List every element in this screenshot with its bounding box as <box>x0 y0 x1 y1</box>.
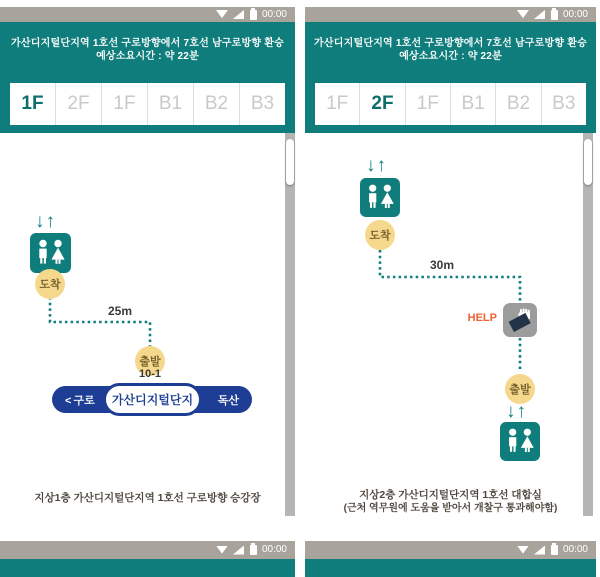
cellular-signal-icon <box>233 546 244 555</box>
scrollbar-thumb[interactable] <box>584 139 592 185</box>
scrollbar-track[interactable] <box>285 133 295 516</box>
battery-icon <box>250 545 257 555</box>
elevator-icon <box>500 422 540 461</box>
wifi-icon <box>216 10 228 19</box>
floor-tab-2f[interactable]: 2F <box>56 83 102 125</box>
next-screenshot-header-strip <box>0 559 295 577</box>
cellular-signal-icon <box>534 10 545 19</box>
next-screenshot-header-strip <box>305 559 596 577</box>
ticket-gate-help-icon <box>503 303 537 337</box>
status-bar-next-screenshot <box>0 541 295 559</box>
transfer-header <box>305 22 596 133</box>
status-time: 00:00 <box>562 544 588 555</box>
scrollbar-thumb[interactable] <box>286 139 294 185</box>
wifi-icon <box>216 546 228 555</box>
cellular-signal-icon <box>233 10 244 19</box>
departure-badge: 출발 <box>135 346 165 376</box>
floor-tab-b1[interactable]: B1 <box>451 83 496 125</box>
status-bar <box>305 7 596 22</box>
floor-tab-b3[interactable]: B3 <box>542 83 586 125</box>
elevator-updown-arrows-icon: ↓↑ <box>366 155 387 176</box>
status-time: 00:00 <box>261 544 287 555</box>
distance-label: 25m <box>107 304 133 318</box>
floor-tab-b3[interactable]: B3 <box>240 83 285 125</box>
current-station-pill: 가산디지털단지 <box>103 383 202 416</box>
elevator-updown-arrows-icon: ↓↑ <box>35 211 56 232</box>
transfer-header <box>0 22 295 133</box>
arrival-badge: 도착 <box>365 220 395 250</box>
departure-badge: 출발 <box>505 374 535 404</box>
status-time: 00:00 <box>562 8 588 20</box>
elevator-updown-arrows-icon: ↓↑ <box>506 401 527 422</box>
battery-icon <box>551 545 558 555</box>
wifi-icon <box>517 10 529 19</box>
floor-tab-b2[interactable]: B2 <box>496 83 541 125</box>
transfer-eta: 예상소요시간 : 약 22분 <box>96 51 199 62</box>
floor-tab-1f[interactable]: 1F <box>10 83 56 125</box>
floor-caption-line1: 지상1층 가산디지털단지역 1호선 구로방향 승강장 <box>34 492 261 504</box>
prev-station-label: 구로 <box>73 394 95 407</box>
floor-tab-2f[interactable]: 2F <box>360 83 405 125</box>
wifi-icon <box>517 546 529 555</box>
platform-door-number: 10-1 <box>138 368 162 380</box>
status-time: 00:00 <box>261 8 287 20</box>
floor-tab-1f[interactable]: 1F <box>315 83 360 125</box>
floor-caption <box>305 489 596 515</box>
chevron-left-icon: < <box>65 394 72 407</box>
floor-caption-line1: 지상2층 가산디지털단지역 1호선 대합실 <box>359 489 542 501</box>
floor-tab-bar <box>10 83 285 125</box>
help-label: HELP <box>467 312 497 324</box>
floor-tab-bar <box>315 83 586 125</box>
floor-tab-1f-2[interactable]: 1F <box>102 83 148 125</box>
phone-screenshot-right <box>305 0 596 577</box>
transfer-route-title: 가산디지털단지역 1호선 구로방향에서 7호선 남구로방향 환승 <box>11 38 284 49</box>
phone-screenshot-left <box>0 0 295 577</box>
status-bar <box>0 7 295 22</box>
transfer-eta: 예상소요시간 : 약 22분 <box>399 51 502 62</box>
transfer-header-text <box>305 37 596 63</box>
next-station-label: 독산 <box>217 394 239 407</box>
arrival-badge: 도착 <box>35 269 65 299</box>
floor-tab-b1[interactable]: B1 <box>148 83 194 125</box>
scrollbar-track[interactable] <box>583 133 593 516</box>
cellular-signal-icon <box>534 546 545 555</box>
distance-label: 30m <box>429 258 455 272</box>
floor-caption-line2: (근처 역무원에 도움을 받아서 개찰구 통과해야함) <box>343 503 558 514</box>
floor-tab-1f-2[interactable]: 1F <box>406 83 451 125</box>
transfer-header-text <box>0 37 295 63</box>
battery-icon <box>250 10 257 20</box>
floor-tab-b2[interactable]: B2 <box>194 83 240 125</box>
floor-caption <box>0 492 295 505</box>
prev-station <box>65 392 95 408</box>
status-bar-next-screenshot <box>305 541 596 559</box>
transfer-route-title: 가산디지털단지역 1호선 구로방향에서 7호선 남구로방향 환승 <box>314 38 587 49</box>
elevator-icon <box>360 178 400 217</box>
elevator-icon <box>30 233 71 273</box>
battery-icon <box>551 10 558 20</box>
